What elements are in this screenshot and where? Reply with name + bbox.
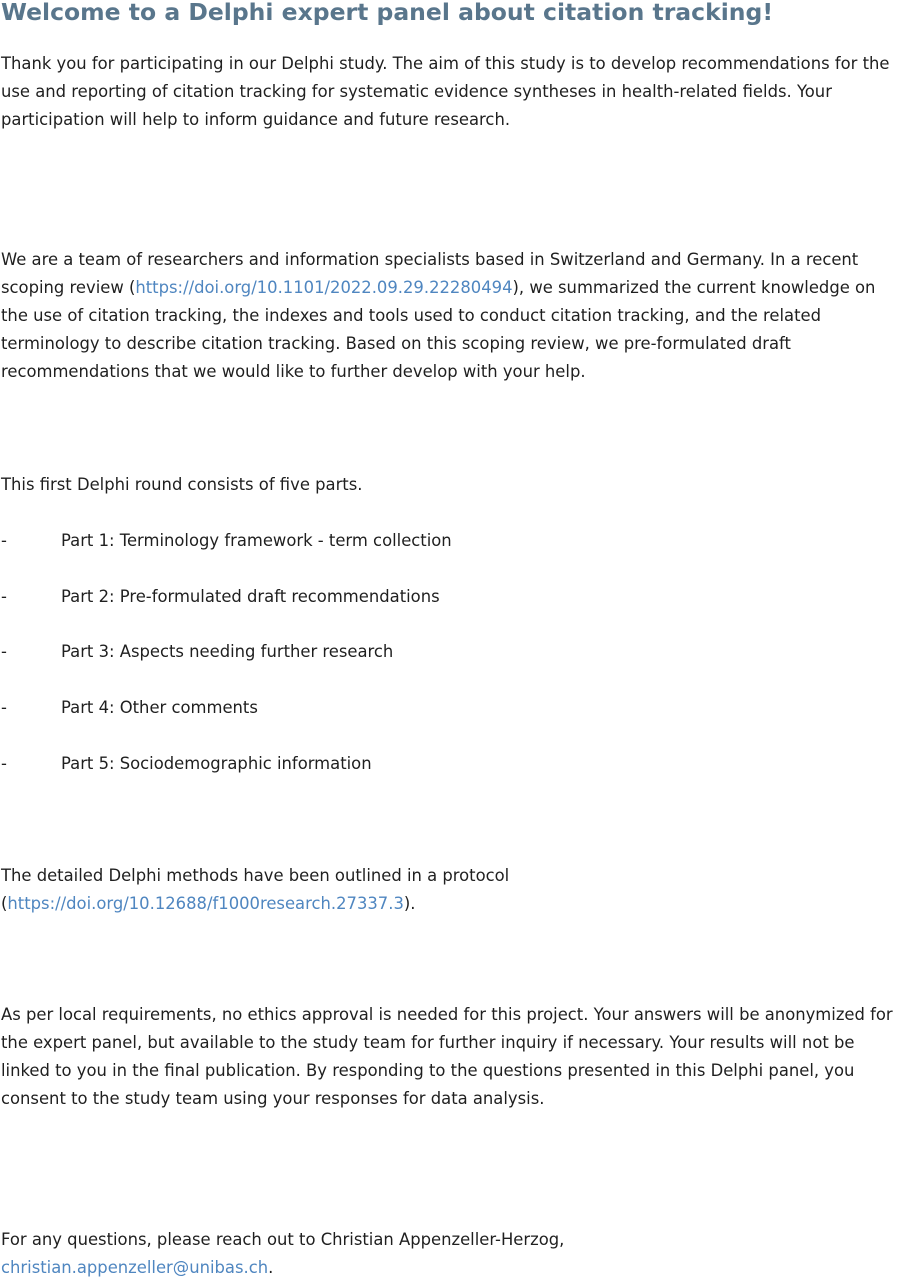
list-item <box>1 583 440 611</box>
list-item <box>1 527 452 555</box>
list-bullet: - <box>1 754 7 773</box>
list-bullet: - <box>1 531 7 550</box>
page-title: Welcome to a Delphi expert panel about citation tracking! <box>1 0 774 26</box>
contact-text-end: . <box>268 1258 274 1277</box>
list-item <box>1 638 393 666</box>
protocol-link[interactable]: https://doi.org/10.12688/f1000research.27337.3 <box>7 894 404 913</box>
round-intro: This first Delphi round consists of five parts. <box>1 475 363 494</box>
methods-paragraph <box>1 862 621 918</box>
part-5-label: Part 5: Sociodemographic information <box>61 754 372 773</box>
team-text-end: ), we summarized the current knowledge on the use of citation tracking, the indexes and tools used to conduct citation tracking, and the related terminology to describe citation tracking. Based on this scoping review, we pre-formulated draft recommendations that we would like to further develop with your help. <box>1 278 876 381</box>
part-4-label: Part 4: Other comments <box>61 698 258 717</box>
contact-email-link[interactable]: christian.appenzeller@unibas.ch <box>1 1258 269 1277</box>
list-bullet: - <box>1 642 7 661</box>
list-item <box>1 694 258 722</box>
part-3-label: Part 3: Aspects needing further research <box>61 642 394 661</box>
intro-paragraph: Thank you for participating in our Delphi study. The aim of this study is to develop recommendations for the use and reporting of citation tracking for systematic evidence syntheses in health-related fields. Your participation will help to inform guidance and future research. <box>1 54 890 129</box>
part-2-label: Part 2: Pre-formulated draft recommendations <box>61 587 440 606</box>
scoping-review-link[interactable]: https://doi.org/10.1101/2022.09.29.22280494 <box>135 278 513 297</box>
list-item <box>1 750 372 778</box>
methods-text-start: The detailed Delphi methods have been outlined in a protocol ( <box>1 866 510 913</box>
contact-paragraph <box>1 1226 701 1282</box>
part-1-label: Part 1: Terminology framework - term collection <box>61 531 452 550</box>
list-bullet: - <box>1 587 7 606</box>
team-text-start: We are a team of researchers and information specialists based in Switzerland and Germany. In a recent scoping review ( <box>1 250 859 297</box>
methods-text-end: ). <box>403 894 416 913</box>
contact-text: For any questions, please reach out to Christian Appenzeller-Herzog, <box>1 1230 565 1249</box>
ethics-paragraph: As per local requirements, no ethics approval is needed for this project. Your answers will be anonymized for the expert panel, but available to the study team for further inquiry if necessary. Your results will not be linked to you in the final publication. By responding to the questions presented in this Delphi panel, you consent to the study team using your responses for data analysis. <box>1 1005 893 1108</box>
team-paragraph <box>1 246 906 386</box>
list-bullet: - <box>1 698 7 717</box>
